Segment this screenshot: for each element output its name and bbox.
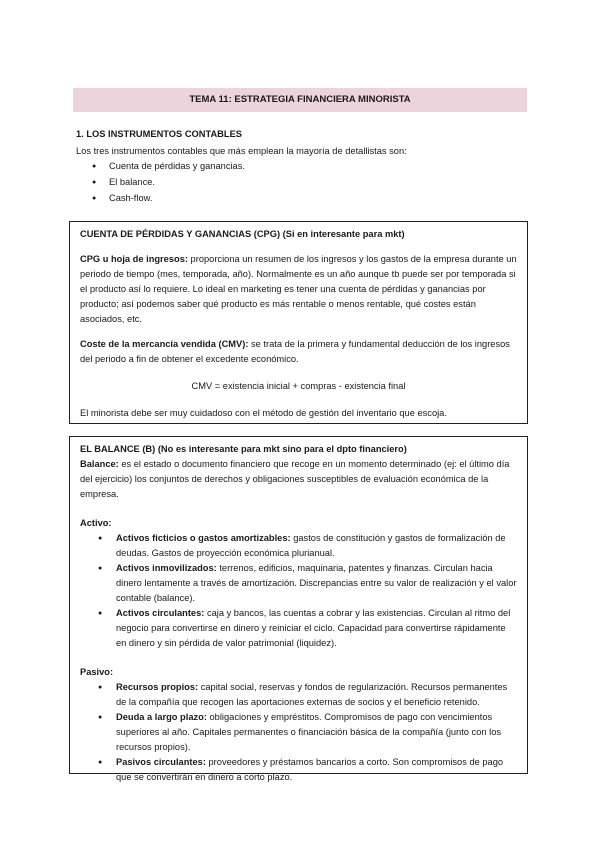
list-item xyxy=(80,710,517,755)
item-label: Pasivos circulantes: xyxy=(116,757,206,767)
bullet-icon: ● xyxy=(98,565,103,572)
bullet-icon: ● xyxy=(98,714,103,721)
item-label: Activos circulantes: xyxy=(116,608,205,618)
section-heading: 1. LOS INSTRUMENTOS CONTABLES xyxy=(76,129,242,139)
item-label: Activos inmovilizados: xyxy=(116,563,217,573)
cmv-label: Coste de la mercancía vendida (CMV): xyxy=(80,339,249,349)
bullet-icon: ● xyxy=(98,535,103,542)
item-text: terrenos, edificios, maquinaria, patentes y finanzas. Circulan hacia dinero lentamente a través de amortización. Discrepancias entre su valor de realización y el valor contable (balance). xyxy=(116,563,517,603)
item-label: Recursos propios: xyxy=(116,682,199,692)
list-item: ● Cuenta de pérdidas y ganancias. xyxy=(92,159,245,175)
instruments-list xyxy=(92,159,245,207)
item-text: obligaciones y empréstitos. Compromisos de pago con vencimientos superiores al año. Capitales permanentes o financiación básica de la compañía (junto con los recursos propios). xyxy=(116,712,502,752)
cpg-text: proporciona un resumen de los ingresos y los gastos de la empresa durante un periodo de tiempo (mes, temporada, año). Normalmente es un año aunque tb puede ser por temporada si el producto así lo requiere. Lo ideal en marketing es tener una cuenta de pérdidas y ganancias por producto; así podemos saber qué producto es más rentable o menos rentable, qué costes están asociados, etc. xyxy=(80,254,517,324)
cmv-text: se trata de la primera y fundamental deducción de los ingresos del periodo a fin de obtener el excedente económico. xyxy=(80,339,510,364)
list-item: ● Cash-flow. xyxy=(92,191,245,207)
balance-label: Balance: xyxy=(80,459,119,469)
page-title: TEMA 11: ESTRATEGIA FINANCIERA MINORISTA xyxy=(73,88,527,112)
list-item xyxy=(80,680,517,710)
list-item xyxy=(80,606,517,651)
cpg-box xyxy=(69,221,528,424)
item-label: Activos ficticios o gastos amortizables: xyxy=(116,533,291,543)
cpg-heading: CUENTA DE PÉRDIDAS Y GANANCIAS (CPG) (Si en interesante para mkt) xyxy=(80,229,405,239)
cmv-definition xyxy=(80,337,517,367)
intro-text: Los tres instrumentos contables que más emplean la mayoría de detallistas son: xyxy=(76,146,407,156)
activo-label: Activo: xyxy=(80,518,112,528)
pasivo-label: Pasivo: xyxy=(80,667,114,677)
balance-heading: EL BALANCE (B) (No es interesante para mkt sino para el dpto financiero) xyxy=(80,444,407,454)
bullet-icon: ● xyxy=(98,684,103,691)
cpg-label: CPG u hoja de ingresos: xyxy=(80,254,188,264)
list-item xyxy=(80,755,517,785)
pasivo-list xyxy=(80,680,517,785)
bullet-icon: ● xyxy=(98,759,103,766)
bullet-icon: ● xyxy=(98,610,103,617)
list-item xyxy=(80,531,517,561)
balance-text: es el estado o documento financiero que recoge en un momento determinado (ej: el último día del ejercicio) los conjuntos de derechos y obligaciones susceptibles de evaluación económica de la empresa. xyxy=(80,459,510,499)
cmv-formula: CMV = existencia inicial + compras - existencia final xyxy=(191,381,406,391)
balance-definition xyxy=(80,457,517,502)
item-text: caja y bancos, las cuentas a cobrar y las existencias. Circulan al ritmo del negocio para convertirse en dinero y reiniciar el ciclo. Capacidad para convertirse rápidamente en dinero y sin pérdida de valor patrimonial (liquidez). xyxy=(116,608,511,648)
balance-box xyxy=(69,436,528,782)
item-text: gastos de constitución y gastos de formalización de deudas. Gastos de proyección económica plurianual. xyxy=(116,533,506,558)
activo-list xyxy=(80,531,517,651)
cpg-closing: El minorista debe ser muy cuidadoso con el método de gestión del inventario que escoja. xyxy=(80,408,447,418)
cpg-definition xyxy=(80,252,517,327)
item-text: capital social, reservas y fondos de regularización. Recursos permanentes de la compañía que recogen las aportaciones externas de socios y el beneficio retenido. xyxy=(116,682,508,707)
item-text: proveedores y préstamos bancarios a corto. Son compromisos de pago que se convertirán en dinero a corto plazo. xyxy=(116,757,504,782)
list-item: ● El balance. xyxy=(92,175,245,191)
item-label: Deuda a largo plazo: xyxy=(116,712,207,722)
list-item xyxy=(80,561,517,606)
